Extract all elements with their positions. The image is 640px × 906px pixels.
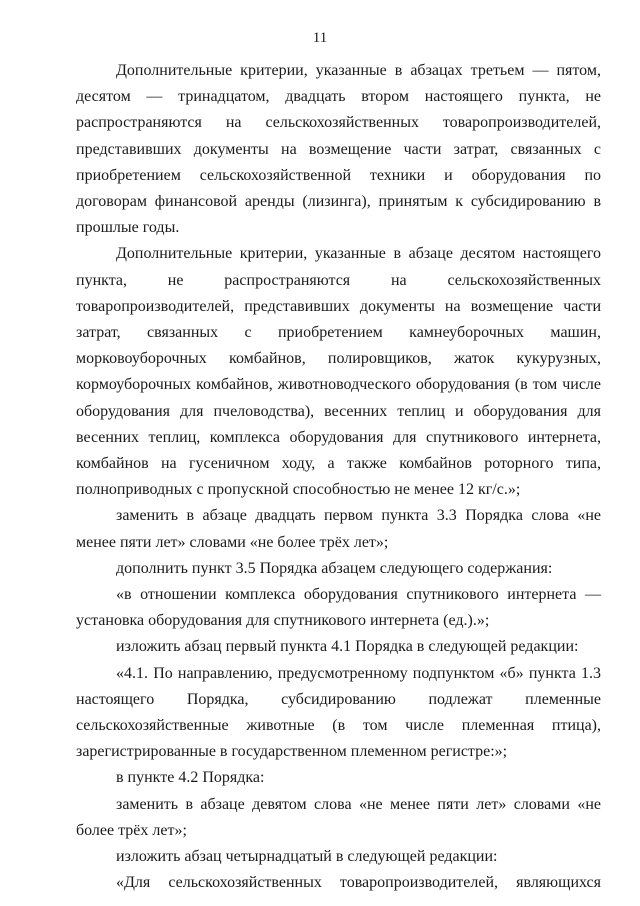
paragraph-amend-3-3: заменить в абзаце двадцать первом пункта 3.3 Порядка слова «не менее пяти лет» словами «не более трёх лет»; — [76, 507, 601, 551]
paragraph-continuation: «Для сельскохозяйственных товаропроизводителей, являющихся — [116, 874, 601, 892]
paragraph-amend-ninth: заменить в абзаце девятом слова «не менее пяти лет» словами «не более трёх лет»; — [76, 795, 601, 839]
paragraph-satellite-internet: «в отношении комплекса оборудования спутникового интернета — установка оборудования для спутникового интернета (ед.).»; — [76, 586, 601, 630]
paragraph-restate-4-1: изложить абзац первый пункта 4.1 Порядка в следующей редакции: — [116, 638, 579, 656]
page-number: 11 — [312, 30, 328, 46]
paragraph-in-4-2: в пункте 4.2 Порядка: — [116, 769, 265, 787]
paragraph-supplement-3-5: дополнить пункт 3.5 Порядка абзацем следующего содержания: — [116, 559, 553, 577]
document-body — [76, 58, 601, 897]
paragraph-restate-fourteenth: изложить абзац четырнадцатый в следующей редакции: — [116, 848, 498, 866]
paragraph-4-1-text: «4.1. По направлению, предусмотренному подпунктом «б» пункта 1.3 настоящего Порядка, субсидированию подлежат племенные сельскохозяйственные животные (в том числе племенная птица), зарегистрированные в государственном племенном регистре:»; — [76, 664, 601, 761]
paragraph-additional-criteria-1: Дополнительные критерии, указанные в абзацах третьем — пятом, десятом — тринадцатом, двадцать втором настоящего пункта, не распространяются на сельскохозяйственных товаропроизводителей, представивших документы на возмещение части затрат, связанных с приобретением сельскохозяйственной техники и оборудования по договорам финансовой аренды (лизинга), принятым к субсидированию в прошлые годы. — [76, 62, 601, 237]
paragraph-additional-criteria-2: Дополнительные критерии, указанные в абзаце десятом настоящего пункта, не распространяются на сельскохозяйственных товаропроизводителей, представивших документы на возмещение части затрат, связанных с приобретением камнеуборочных машин, морковоуборочных комбайнов, полировщиков, жаток кукурузных, кормоуборочных комбайнов, животноводческого оборудования (в том числе оборудования для пчеловодства), весенних теплиц и оборудования для весенних теплиц, комплекса оборудования для спутникового интернета, комбайнов на гусеничном ходу, а также комбайнов роторного типа, полноприводных с пропускной способностью не менее 12 кг/с.»; — [76, 245, 601, 499]
